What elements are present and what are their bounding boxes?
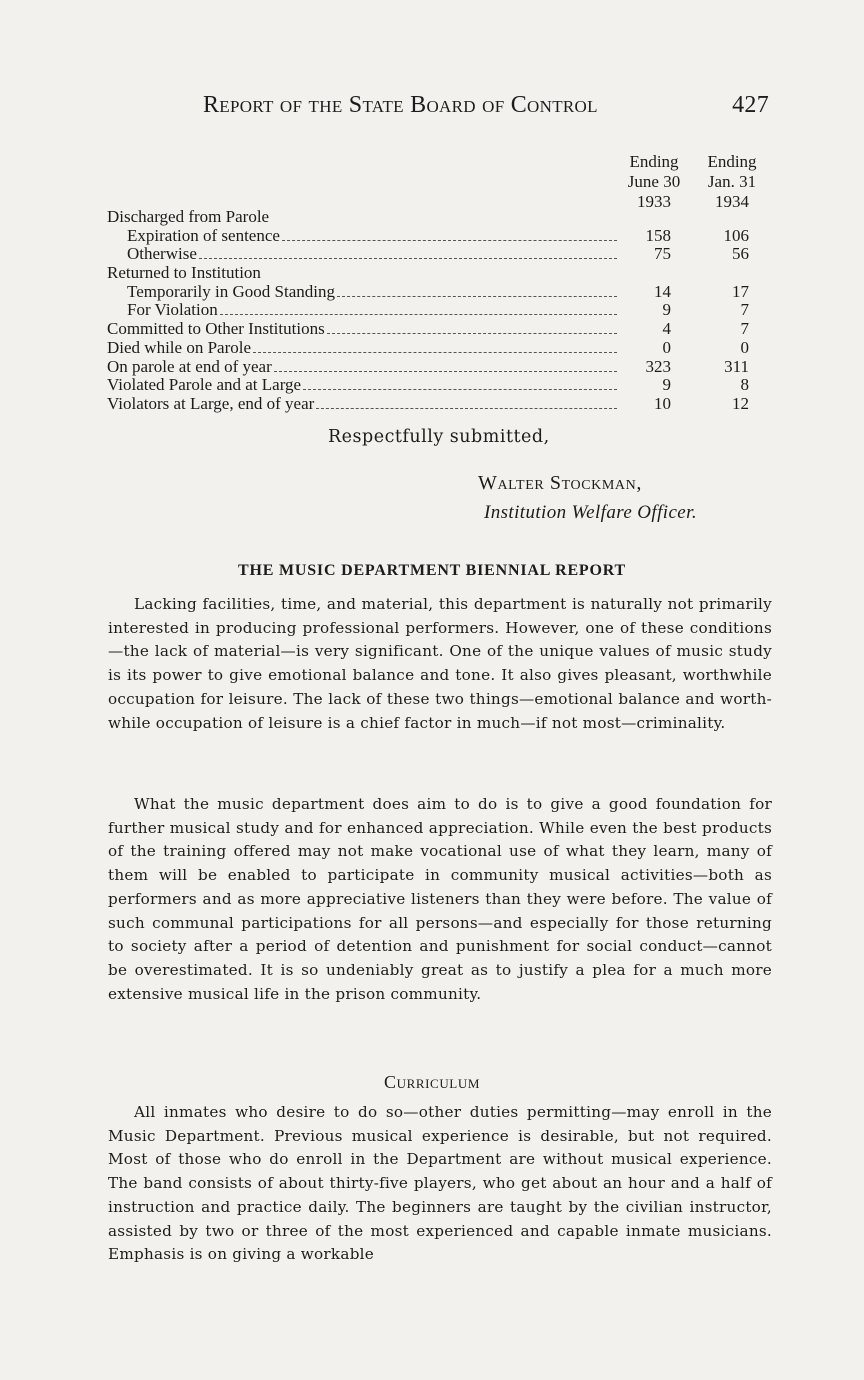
paragraph: Lacking facilities, time, and material, this department is naturally not primarily interested in producing professional performers. However, one of these conditions—the lack of material—is very significant. One of the unique values of music study is its power to give emotional balance and tone. It also gives pleasant, worthwhile occupation for leisure. The lack of these two things—emotional balance and worth-while occupation of leisure is a chief factor in much—if not most—criminality. [108, 595, 772, 732]
subheading-curriculum: Curriculum [383, 1072, 480, 1092]
value-1934: 17 [732, 281, 749, 301]
page-number: 427 [732, 92, 769, 118]
dot-leader [303, 389, 617, 390]
paragraph: All inmates who desire to do so—other duties permitting—may enroll in the Music Department. Previous musical experience is desirable, but not required. Most of those who do enroll in the Department are without musical experience. The band consists of about thirty-five players, who get about an hour and a half of instruction and practice daily. The beginners are taught by the civilian instructor, assisted by two or three of the most experienced and capable inmate musicians. Emphasis is on giving a workable [108, 1103, 772, 1264]
dot-leader [327, 333, 617, 334]
dot-leader [253, 352, 617, 353]
column-header-line: June 30 [627, 172, 681, 191]
row-label: Died while on Parole [107, 337, 251, 357]
table-row [107, 395, 767, 414]
value-1934: 0 [740, 337, 749, 357]
table-body [107, 208, 767, 414]
value-1934: 8 [740, 375, 749, 395]
row-label: Otherwise [127, 244, 197, 264]
table-row [107, 301, 767, 320]
row-label: Discharged from Parole [107, 207, 270, 226]
row-label: Committed to Other Institutions [107, 319, 325, 339]
closing-line: Respectfully submitted, [328, 427, 550, 447]
dot-leader [316, 408, 617, 409]
running-head-title: Report of the State Board of Control [203, 92, 598, 118]
row-label: Returned to Institution [107, 263, 261, 283]
table-row [107, 320, 767, 339]
dot-leader [274, 371, 617, 372]
table-row [107, 376, 767, 395]
value-1934: 7 [740, 319, 749, 339]
column-header-line: Jan. 31 [707, 172, 757, 191]
value-1934: 7 [740, 300, 749, 320]
paragraph: What the music department does aim to do is to give a good foundation for further musical study and for enhanced appreciation. While even the best products of the training offered may not make vocational use of what they learn, many of them will be enabled to participate in community musical activities—both as performers and as more appreciative listeners than they were before. The value of such communal participations for all persons—and especially for those returning to society after a period of detention and punishment for social conduct—cannot be overestimated. It is so undeniably great as to justify a plea for a much more extensive musical life in the prison community. [108, 795, 772, 1003]
table-row [107, 283, 767, 302]
dot-leader [220, 314, 617, 315]
value-1933: 75 [654, 244, 671, 264]
value-1933: 10 [654, 393, 671, 413]
dot-leader [337, 296, 617, 297]
table-row [107, 339, 767, 358]
row-label: For Violation [127, 300, 218, 320]
value-1933: 9 [662, 300, 671, 320]
table-row [107, 358, 767, 377]
row-label: Expiration of sentence [127, 225, 280, 245]
table-row [107, 208, 767, 227]
value-1934: 311 [724, 356, 749, 376]
value-1934: 12 [732, 393, 749, 413]
table-row [107, 245, 767, 264]
signer-name: Walter Stockman, [478, 472, 642, 494]
column-header-line: Ending [629, 152, 679, 171]
table-row [107, 264, 767, 283]
column-header-1934 [692, 152, 772, 212]
value-1933: 0 [662, 337, 671, 357]
value-1933: 9 [662, 375, 671, 395]
value-1933: 4 [662, 319, 671, 339]
row-label: Violated Parole and at Large [107, 375, 302, 395]
value-1933: 158 [645, 225, 671, 245]
value-1933: 323 [645, 356, 671, 376]
row-label: On parole at end of year [107, 356, 272, 376]
table-row [107, 227, 767, 246]
column-header-line: 1933 [637, 192, 671, 211]
column-header-1933 [612, 152, 696, 212]
section-heading: THE MUSIC DEPARTMENT BIENNIAL REPORT [237, 562, 627, 579]
running-head [203, 92, 769, 119]
column-header-line: Ending [707, 152, 757, 171]
row-label: Violators at Large, end of year [107, 393, 315, 413]
dot-leader [282, 240, 617, 241]
value-1934: 106 [723, 225, 749, 245]
dot-leader [199, 258, 617, 259]
column-header-line: 1934 [715, 192, 749, 211]
value-1934: 56 [732, 244, 749, 264]
value-1933: 14 [654, 281, 671, 301]
signer-title: Institution Welfare Officer. [484, 502, 697, 523]
row-label: Temporarily in Good Standing [127, 281, 335, 301]
